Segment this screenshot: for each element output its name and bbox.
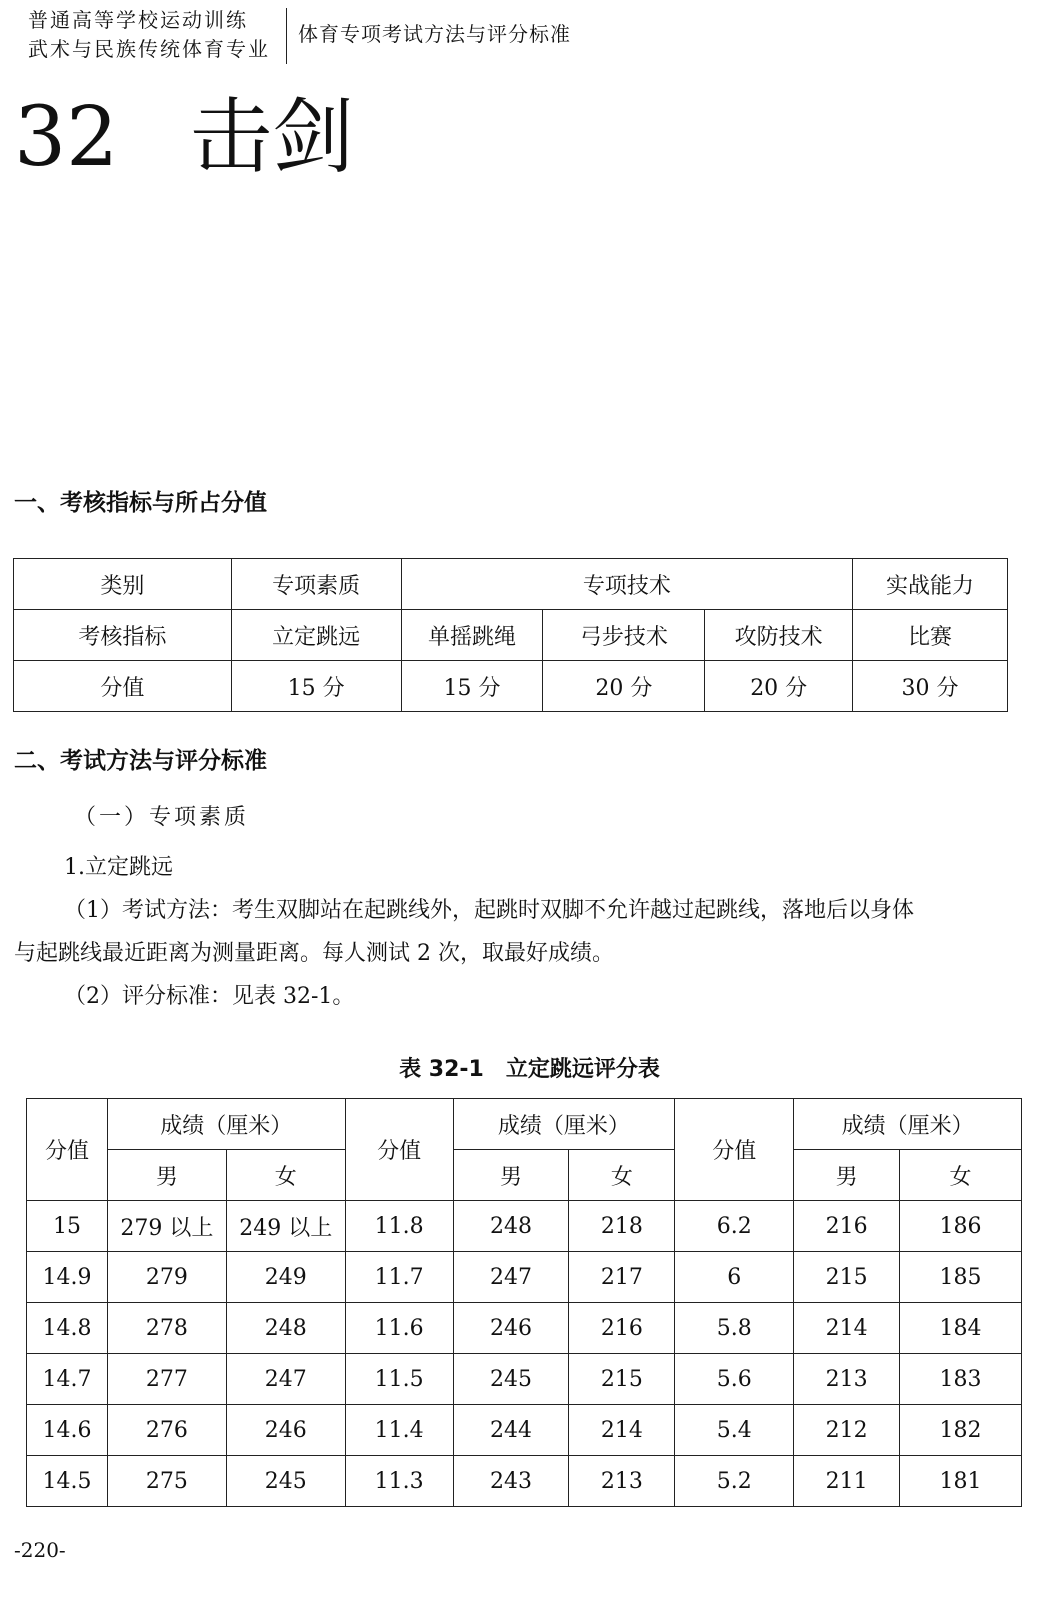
table-cell: 216 xyxy=(569,1303,675,1354)
table-cell: 攻防技术 xyxy=(705,610,853,661)
table-row xyxy=(14,559,1008,610)
header-cell: 男 xyxy=(794,1150,900,1201)
header-cell: 分值 xyxy=(675,1099,794,1201)
table-cell: 218 xyxy=(569,1201,675,1252)
table-cell: 14.7 xyxy=(27,1354,108,1405)
header-cell: 女 xyxy=(900,1150,1022,1201)
header-cell: 男 xyxy=(107,1150,226,1201)
table-row xyxy=(27,1405,1022,1456)
table-header-row xyxy=(27,1099,1022,1150)
header-cell: 成绩（厘米） xyxy=(107,1099,345,1150)
table-cell: 185 xyxy=(900,1252,1022,1303)
table-cell: 216 xyxy=(794,1201,900,1252)
table-cell: 183 xyxy=(900,1354,1022,1405)
header-left xyxy=(28,6,270,64)
table-cell: 213 xyxy=(569,1456,675,1507)
table-cell: 214 xyxy=(569,1405,675,1456)
table-cell: 213 xyxy=(794,1354,900,1405)
table-cell: 245 xyxy=(226,1456,345,1507)
table-cell: 244 xyxy=(453,1405,569,1456)
scoring-table xyxy=(26,1098,1022,1507)
table-cell: 14.9 xyxy=(27,1252,108,1303)
table-cell: 279 以上 xyxy=(107,1201,226,1252)
table-cell: 248 xyxy=(226,1303,345,1354)
paragraph-line: （2）评分标准：见表 32-1。 xyxy=(64,984,355,1009)
table-cell: 246 xyxy=(453,1303,569,1354)
header-left-line2: 武术与民族传统体育专业 xyxy=(28,37,270,61)
table-cell: 6.2 xyxy=(675,1201,794,1252)
table-row xyxy=(27,1354,1022,1405)
section2-heading: 二、考试方法与评分标准 xyxy=(14,748,267,774)
table-cell: 247 xyxy=(453,1252,569,1303)
table-cell: 弓步技术 xyxy=(543,610,705,661)
table-cell: 275 xyxy=(107,1456,226,1507)
table-row xyxy=(14,610,1008,661)
table-cell: 247 xyxy=(226,1354,345,1405)
table-cell: 246 xyxy=(226,1405,345,1456)
table-cell: 类别 xyxy=(14,559,232,610)
table-cell: 248 xyxy=(453,1201,569,1252)
table-row xyxy=(14,661,1008,712)
subsection-heading: （一）专项素质 xyxy=(74,805,250,830)
table-cell: 14.6 xyxy=(27,1405,108,1456)
table-cell: 276 xyxy=(107,1405,226,1456)
table-cell: 实战能力 xyxy=(853,559,1008,610)
table-cell: 11.8 xyxy=(345,1201,453,1252)
assessment-table xyxy=(13,558,1008,712)
table-caption: 表 32-1 立定跳远评分表 xyxy=(399,1057,660,1082)
header-cell: 分值 xyxy=(27,1099,108,1201)
table-cell: 11.4 xyxy=(345,1405,453,1456)
table-header-row xyxy=(27,1150,1022,1201)
table-cell: 5.8 xyxy=(675,1303,794,1354)
table-cell: 14.5 xyxy=(27,1456,108,1507)
table-cell: 279 xyxy=(107,1252,226,1303)
paragraph-line: （1）考试方法：考生双脚站在起跳线外，起跳时双脚不允许越过起跳线，落地后以身体 xyxy=(64,898,914,923)
header-cell: 女 xyxy=(569,1150,675,1201)
table-cell: 11.6 xyxy=(345,1303,453,1354)
table-cell: 245 xyxy=(453,1354,569,1405)
section1-heading: 一、考核指标与所占分值 xyxy=(14,490,267,516)
table-cell: 14.8 xyxy=(27,1303,108,1354)
header-divider xyxy=(286,8,287,64)
header-cell: 分值 xyxy=(345,1099,453,1201)
table-row xyxy=(27,1252,1022,1303)
paragraph-line: 与起跳线最近距离为测量距离。每人测试 2 次，取最好成绩。 xyxy=(14,941,614,966)
table-row xyxy=(27,1456,1022,1507)
table-cell: 278 xyxy=(107,1303,226,1354)
table-cell: 212 xyxy=(794,1405,900,1456)
table-cell: 211 xyxy=(794,1456,900,1507)
table-cell: 243 xyxy=(453,1456,569,1507)
table-cell: 181 xyxy=(900,1456,1022,1507)
table-cell: 249 xyxy=(226,1252,345,1303)
header-cell: 成绩（厘米） xyxy=(453,1099,675,1150)
table-cell: 专项技术 xyxy=(401,559,853,610)
table-row xyxy=(27,1201,1022,1252)
table-cell: 215 xyxy=(794,1252,900,1303)
table-cell: 6 xyxy=(675,1252,794,1303)
table-cell: 184 xyxy=(900,1303,1022,1354)
table-cell: 277 xyxy=(107,1354,226,1405)
table-cell: 15 分 xyxy=(231,661,401,712)
table-cell: 217 xyxy=(569,1252,675,1303)
table-cell: 分值 xyxy=(14,661,232,712)
table-cell: 20 分 xyxy=(543,661,705,712)
table-cell: 考核指标 xyxy=(14,610,232,661)
chapter-title xyxy=(14,88,354,188)
table-cell: 5.4 xyxy=(675,1405,794,1456)
table-cell: 11.7 xyxy=(345,1252,453,1303)
header-cell: 成绩（厘米） xyxy=(794,1099,1022,1150)
table-row xyxy=(27,1303,1022,1354)
table-cell: 5.2 xyxy=(675,1456,794,1507)
table-cell: 182 xyxy=(900,1405,1022,1456)
table-cell: 11.3 xyxy=(345,1456,453,1507)
header-left-line1: 普通高等学校运动训练 xyxy=(28,8,248,32)
item-heading: 1.立定跳远 xyxy=(64,855,173,880)
table-cell: 专项素质 xyxy=(231,559,401,610)
table-cell: 11.5 xyxy=(345,1354,453,1405)
table-cell: 249 以上 xyxy=(226,1201,345,1252)
chapter-name: 击剑 xyxy=(190,90,355,185)
table-cell: 5.6 xyxy=(675,1354,794,1405)
page-number: -220- xyxy=(14,1538,66,1562)
table-cell: 单摇跳绳 xyxy=(401,610,543,661)
table-cell: 215 xyxy=(569,1354,675,1405)
table-cell: 186 xyxy=(900,1201,1022,1252)
table-cell: 比赛 xyxy=(853,610,1008,661)
table-cell: 15 分 xyxy=(401,661,543,712)
table-cell: 214 xyxy=(794,1303,900,1354)
table-cell: 30 分 xyxy=(853,661,1008,712)
table-cell: 20 分 xyxy=(705,661,853,712)
chapter-number: 32 xyxy=(14,90,119,185)
table-cell: 15 xyxy=(27,1201,108,1252)
header-cell: 女 xyxy=(226,1150,345,1201)
table-cell: 立定跳远 xyxy=(231,610,401,661)
header-right: 体育专项考试方法与评分标准 xyxy=(298,22,571,46)
header-cell: 男 xyxy=(453,1150,569,1201)
